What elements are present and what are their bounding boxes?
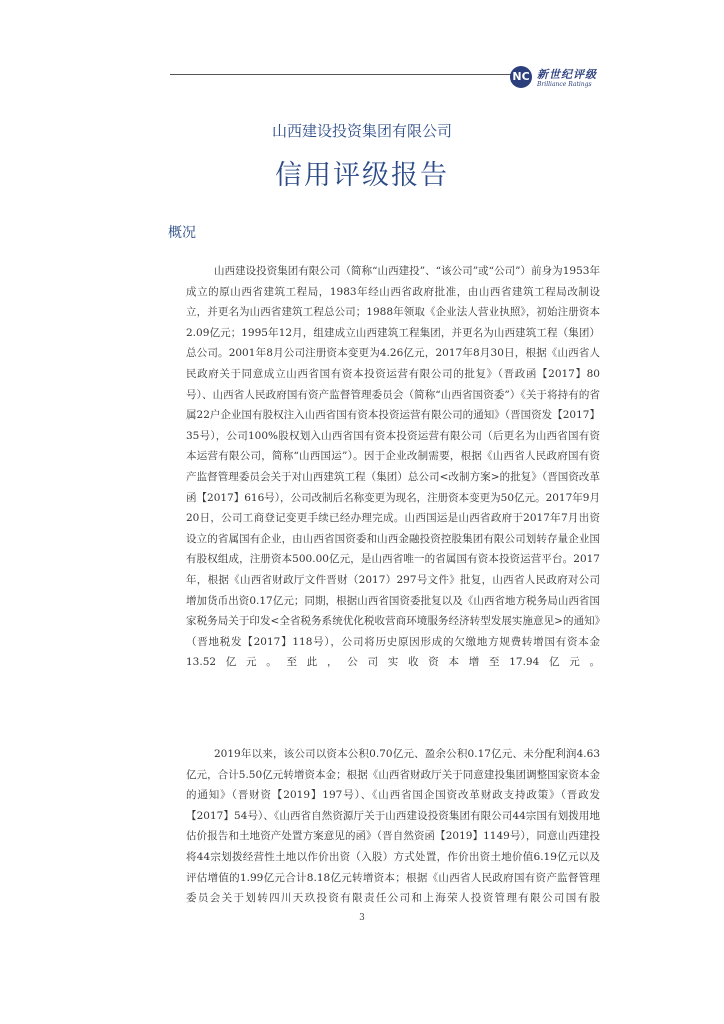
- header-rule: [170, 74, 512, 75]
- rating-agency-logo-icon: NC: [510, 66, 532, 88]
- company-name: 山西建设投资集团有限公司: [271, 122, 452, 140]
- overview-paragraph-2: [186, 744, 600, 909]
- overview-paragraph-1: [186, 261, 600, 673]
- paragraph-text: 2019年以来，该公司以资本公积0.70亿元、盈余公积0.17亿元、未分配利润4.63亿元，合计5.50亿元转增资本金；根据《山西省财政厅关于同意建投集团调整国家资本金的通知》（晋财资【2019】197号）、《山西省国企国资改革财政支持政策》（晋政发【2017】54号）、《山西省自然资源厅关于山西建设投资集团有限公司44宗国有划拨用地估价报告和土地资产处置方案意见的函》（晋自然资函【2019】1149号），同意山西建投将44宗划拨经营性土地以作价出资（入股）方式处置，作价出资土地价值6.19亿元以及评估增值的1.99亿元合计8.18亿元转增资本；根据《山西省人民政府国有资产监督管理委员会关于划转四川天玖投资有限责任公司和上海荣人投资管理有限公司国有股: [186, 748, 600, 905]
- paragraph-text: 山西建设投资集团有限公司（简称“山西建投”、“该公司”或“公司”）前身为1953年成立的原山西省建筑工程局，1983年经山西省政府批准，由山西省建筑工程局改制设立，并更名为山西省建筑工程总公司；1988年领取《企业法人营业执照》，初始注册资本2.09亿元；1995年12月，组建成立山西建筑工程集团，并更名为山西建筑工程（集团）总公司。2001年8月公司注册资本变更为4.26亿元，2017年8月30日，根据《山西省人民政府关于同意成立山西省国有资本投资运营有限公司的批复》（晋政函【2017】80号）、山西省人民政府国有资产监督管理委员会（简称“山西省国资委”）《关于将持有的省属22户企业国有股权注入山西省国有资本投资运营有限公司的通知》（晋国资发【2017】35号），公司100%股权划入山西省国有资本投资运营有限公司（后更名为山西省国有资本运营有限公司，简称“山西国运”）。因于企业改制需要，根据《山西省人民政府国有资产监督管理委员会关于对山西建筑工程（集团）总公司<改制方案>的批复》（晋国资改革函【2017】616号），公司改制后名称变更为现名，注册资本变更为50亿元。2017年9月20日，公司工商登记变更手续已经办理完成。山西国运是山西省政府于2017年7月出资设立的省属国有企业，由山西省国资委和山西金融投资控股集团有限公司划转存量企业国有股权组成，注册资本500.00亿元，是山西省唯一的省属国有资本投资运营平台。2017年，根据《山西省财政厅文件晋财（2017）297号文件》批复，山西省人民政府对公司增加货币出资0.17亿元；同期，根据山西省国资委批复以及《山西省地方税务局山西省国家税务局关于印发<全省税务系统优化税收营商环境服务经济转型发展实施意见>的通知》（晋地税发【2017】118号），公司将历史原因形成的欠缴地方规费转增国有资本金13.52亿元。至此，公司实收资本增至17.94亿元。: [186, 265, 600, 669]
- report-title: 信用评级报告: [275, 160, 449, 191]
- rating-agency-name: 新世纪评级: [537, 68, 597, 81]
- page-number: 3: [359, 913, 365, 923]
- rating-agency-subtitle: Brilliance Ratings: [537, 81, 592, 88]
- section-heading: 概况: [168, 225, 196, 241]
